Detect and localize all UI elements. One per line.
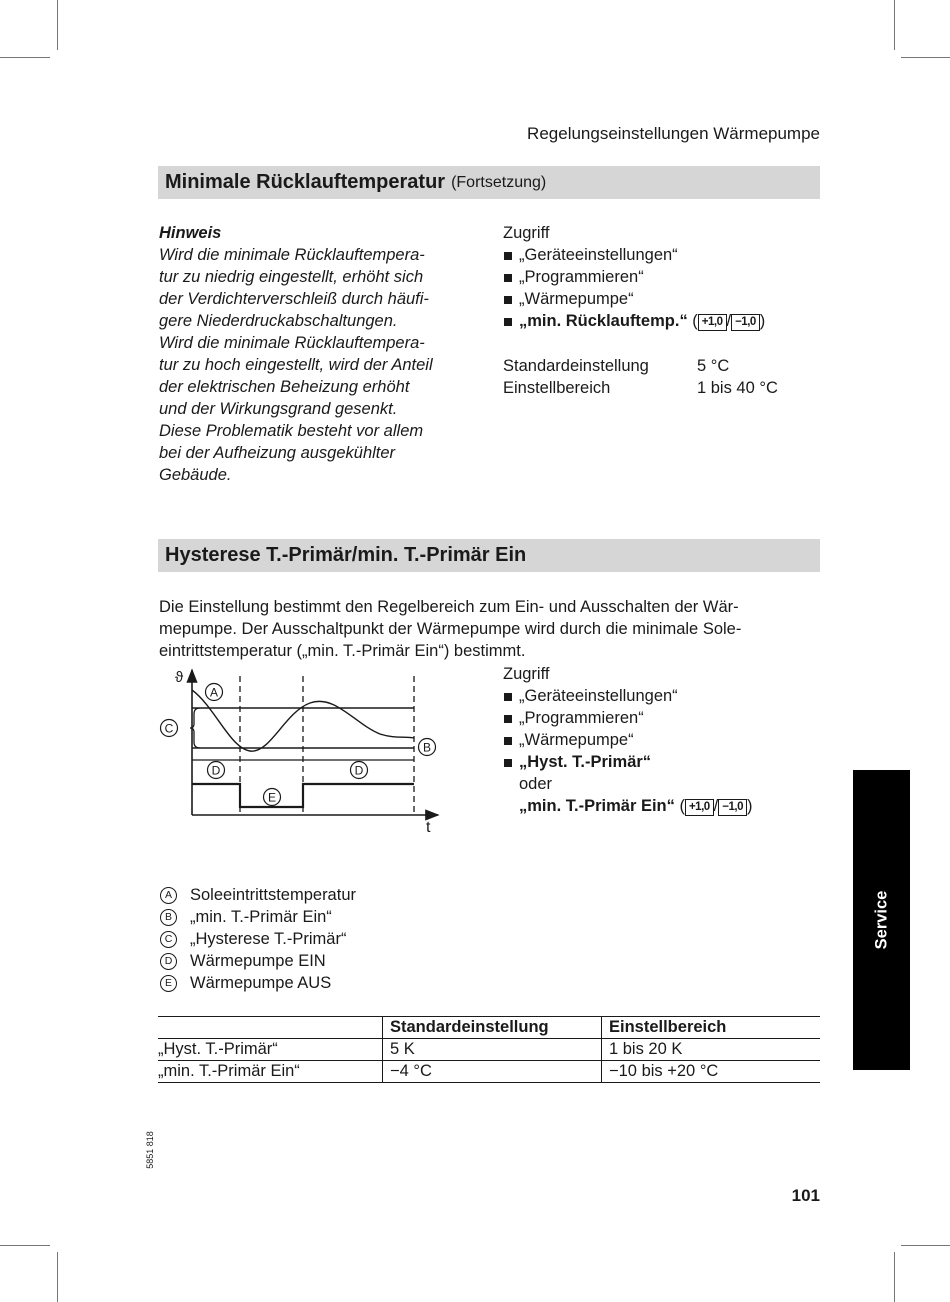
note-line: tur zu niedrig eingestellt, erhöht sich xyxy=(159,268,424,286)
marker-a xyxy=(206,684,223,701)
diagram-legend xyxy=(160,884,356,994)
note-line: und der Wirkungsgrand gesenkt. xyxy=(159,400,398,418)
settings-table xyxy=(158,1016,820,1083)
access-item: „Wärmepumpe“ xyxy=(503,729,752,751)
legend-text: Wärmepumpe AUS xyxy=(190,974,332,992)
crop-mark xyxy=(894,1252,895,1302)
table-cell: −10 bis +20 °C xyxy=(602,1061,821,1083)
document-number: 5851 818 xyxy=(144,1131,155,1169)
access-item: „Geräteeinstellungen“ xyxy=(503,244,765,266)
table-header-row xyxy=(158,1017,820,1039)
legend-marker: E xyxy=(160,975,177,992)
note-line: bei der Aufheizung ausgekühlter xyxy=(159,444,396,462)
note-line: tur zu hoch eingestellt, wird der Anteil xyxy=(159,356,433,374)
crop-mark xyxy=(0,57,50,58)
intro-paragraph xyxy=(159,596,823,662)
access-path-1 xyxy=(503,222,765,332)
table-cell: 5 K xyxy=(383,1039,602,1061)
settings-list-1 xyxy=(503,355,778,399)
table-cell: −4 °C xyxy=(383,1061,602,1083)
marker-d-right xyxy=(351,762,368,779)
setting-value: 5 °C xyxy=(697,357,730,375)
section-title: Hysterese T.-Primär/min. T.-Primär Ein xyxy=(165,544,527,566)
access-item-final: „min. Rücklauftemp.“ ( +1,0 / −1,0 ) xyxy=(503,310,765,332)
heat-pump-state-signal xyxy=(192,784,414,807)
access-item: „Geräteeinstellungen“ xyxy=(503,685,752,707)
table-header: Standardeinstellung xyxy=(383,1017,602,1039)
access-item: „Wärmepumpe“ xyxy=(503,288,765,310)
note-line: Diese Problematik besteht vor allem xyxy=(159,422,424,440)
legend-marker: A xyxy=(160,887,177,904)
note-line: Wird die minimale Rücklauftempera- xyxy=(159,246,425,264)
plus-key-icon: +1,0 xyxy=(698,314,727,331)
legend-item xyxy=(160,972,356,994)
access-item-bold: „min. Rücklauftemp.“ xyxy=(519,312,688,330)
marker-e xyxy=(264,789,281,806)
marker-c xyxy=(161,720,178,737)
minus-key-icon: −1,0 xyxy=(731,314,760,331)
setting-label: Standardeinstellung xyxy=(503,357,649,375)
note-line: gere Niederdruckabschaltungen. xyxy=(159,312,398,330)
legend-text: Wärmepumpe EIN xyxy=(190,952,326,970)
crop-mark xyxy=(57,0,58,50)
legend-text: „min. T.-Primär Ein“ xyxy=(190,908,332,926)
table-cell: 1 bis 20 K xyxy=(602,1039,821,1061)
section-heading-hysteresis xyxy=(158,539,820,572)
table-row xyxy=(158,1061,820,1083)
crop-mark xyxy=(0,1245,50,1246)
page-number: 101 xyxy=(791,1186,820,1205)
note-heading: Hinweis xyxy=(159,224,222,242)
legend-item xyxy=(160,906,356,928)
legend-marker: C xyxy=(160,931,177,948)
setting-value: 1 bis 40 °C xyxy=(697,379,778,397)
access-item-bold: „min. T.-Primär Ein“ xyxy=(519,797,675,815)
legend-item xyxy=(160,950,356,972)
y-axis-symbol: ϑ xyxy=(175,669,184,686)
access-item: „Programmieren“ xyxy=(503,266,765,288)
x-axis-symbol: t xyxy=(426,819,431,836)
setting-row xyxy=(503,355,778,377)
access-item: „Programmieren“ xyxy=(503,707,752,729)
svg-text:B: B xyxy=(422,740,432,755)
plus-key-icon: +1,0 xyxy=(685,799,714,816)
setting-row xyxy=(503,377,778,399)
legend-text: Soleeintrittstemperatur xyxy=(190,886,356,904)
crop-mark xyxy=(901,57,950,58)
marker-b xyxy=(419,739,436,756)
note-line: der elektrischen Beheizung erhöht xyxy=(159,378,410,396)
access-item-bold: „Hyst. T.-Primär“ xyxy=(503,751,752,773)
paragraph-line: mepumpe. Der Ausschaltpunkt der Wärmepumpe wird durch die minimale Sole- xyxy=(159,620,742,638)
crop-mark xyxy=(901,1245,950,1246)
section-title: Minimale Rücklauftemperatur xyxy=(165,171,446,193)
note-line: Wird die minimale Rücklauftempera- xyxy=(159,334,425,352)
svg-text:D: D xyxy=(354,763,364,778)
access-path-2 xyxy=(503,663,752,817)
table-header: Einstellbereich xyxy=(602,1017,821,1039)
paragraph-line: Die Einstellung bestimmt den Regelbereich zum Ein- und Ausschalten der Wär- xyxy=(159,598,739,616)
access-heading: Zugriff xyxy=(503,665,550,683)
table-cell: „min. T.-Primär Ein“ xyxy=(158,1061,383,1083)
access-item-alt: „min. T.-Primär Ein“ ( +1,0 / −1,0 ) xyxy=(519,797,753,815)
svg-text:A: A xyxy=(209,685,219,700)
note-line: Gebäude. xyxy=(159,466,232,484)
note-block xyxy=(159,222,479,486)
setting-label: Einstellbereich xyxy=(503,379,611,397)
access-or: oder xyxy=(519,775,553,793)
note-line: der Verdichterverschleiß durch häufi- xyxy=(159,290,429,308)
legend-item xyxy=(160,928,356,950)
legend-marker: B xyxy=(160,909,177,926)
legend-item xyxy=(160,884,356,906)
crop-mark xyxy=(57,1252,58,1302)
svg-text:E: E xyxy=(267,790,277,805)
legend-text: „Hysterese T.-Primär“ xyxy=(190,930,347,948)
access-heading: Zugriff xyxy=(503,224,550,242)
legend-marker: D xyxy=(160,953,177,970)
table-header xyxy=(158,1017,383,1039)
service-tab-label: Service xyxy=(872,890,890,950)
running-header: Regelungseinstellungen Wärmepumpe xyxy=(527,124,820,143)
svg-text:C: C xyxy=(164,721,174,736)
marker-d-left xyxy=(208,762,225,779)
svg-text:D: D xyxy=(211,763,221,778)
table-row xyxy=(158,1039,820,1061)
minus-key-icon: −1,0 xyxy=(718,799,747,816)
section-subtitle: (Fortsetzung) xyxy=(451,173,547,191)
section-heading-min-return-temp xyxy=(158,166,820,199)
crop-mark xyxy=(894,0,895,50)
paragraph-line: eintrittstemperatur („min. T.-Primär Ein“) bestimmt. xyxy=(159,642,526,660)
hysteresis-diagram xyxy=(150,662,450,840)
table-cell: „Hyst. T.-Primär“ xyxy=(158,1039,383,1061)
service-tab xyxy=(853,770,910,1070)
